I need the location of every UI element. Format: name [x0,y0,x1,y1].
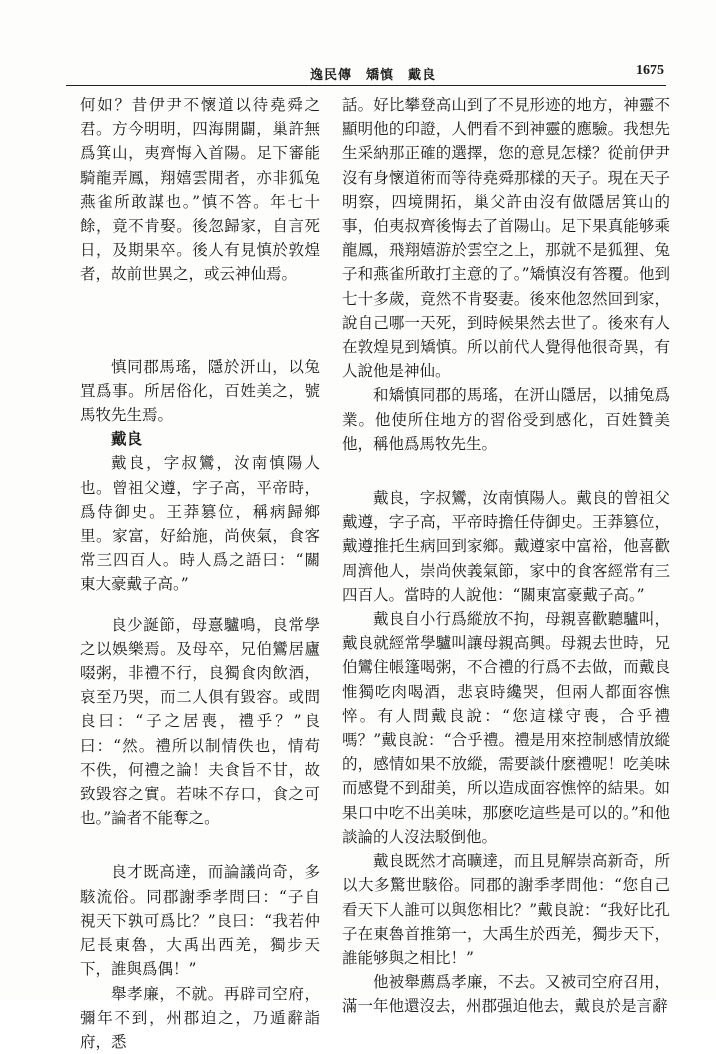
right-paragraph-dailiang: 戴良，字叔鸞，汝南慎陽人。戴良的曾祖父戴遵，字子高，平帝時擔任侍御史。王莽篡位，戴遵推托生病回到家鄉。戴遵家中富裕，他喜歡周濟他人，崇尚俠義氣節，家中的食客經常有三四百人。當時的人說他：“關東富豪戴子高。” [342,486,670,607]
right-paragraph-mayao: 和矯慎同郡的馬瑤，在汧山隱居，以捕兔爲業。他使所住地方的習俗受到感化，百姓贊美他，稱他爲馬牧先生。 [342,383,670,456]
right-paragraph-continuation: 話。好比攀登高山到了不見形迹的地方，神靈不顯明他的印證，人們看不到神靈的應驗。我想先生采納那正確的選擇，您的意見怎樣？從前伊尹沒有身懷道術而等待堯舜那樣的天子。現在天子明察，四境開拓，巢父許由沒有做隱居箕山的事，伯夷叔齊後悔去了首陽山。足下果真能够乘龍鳳，飛翔嬉游於雲空之上，那就不是狐狸、兔子和燕雀所敢打主意的了。”矯慎沒有答覆。他到七十多歲，竟然不肯娶妻。後來他忽然回到家，說自己哪一天死，到時候果然去世了。後來有人在敦煌見到矯慎。所以前代人覺得他很奇異，有人說他是神仙。 [342,93,670,383]
right-paragraph-xiaolian: 他被舉薦爲孝廉，不去。又被司空府召用，滿一年他還沒去，州郡强迫他去，戴良於是言辭 [342,970,670,1018]
right-paragraph-mother: 戴良自小行爲縱放不拘，母親喜歡聽驢叫，戴良就經常學驢叫讓母親高興。母親去世時，兄伯鸞住帳篷喝粥，不合禮的行爲不去做，而戴良惟獨吃肉喝酒，悲哀時纔哭，但兩人都面容憔悴。有人問戴良說：“您這樣守喪，合乎禮嗎？”戴良說：“合乎禮。禮是用來控制感情放縱的，感情如果不放縱，需要談什麽禮呢！吃美味而感覺不到甜美，所以造成面容憔悴的結果。如果口中吃不出美味，那麽吃這些是可以的。”和他談論的人沒法駁倒他。 [342,607,670,849]
left-paragraph-continuation: 何如？昔伊尹不懷道以待堯舜之君。方今明明，四海開闢，巢許無爲箕山，夷齊悔入首陽。足下審能騎龍弄鳳，翔嬉雲閒者，亦非狐兔燕雀所敢謀也。”慎不答。年七十餘，竟不肯娶。後忽歸家，自言死日，及期果卒。後人有見慎於敦煌者，故前世異之，或云神仙焉。 [80,93,320,287]
header-rule [66,85,666,86]
section-heading-dailiang: 戴良 [80,427,320,451]
right-column-translation [342,93,670,1019]
right-paragraph-talent: 戴良既然才高曠達，而且見解崇高新奇，所以大多驚世駭俗。同郡的謝季孝問他：“您自己看天下人誰可以與您相比？”戴良說：“我好比孔子在東魯首推第一，大禹生於西羌，獨步天下，誰能够與之相比！” [342,849,670,970]
left-paragraph-mother: 良少誕節，母憙驢鳴，良常學之以娛樂焉。及母卒，兄伯鸞居廬啜粥，非禮不行，良獨食肉飲酒，哀至乃哭，而二人俱有毀容。或問良曰：“子之居喪，禮乎？”良曰：“然。禮所以制情佚也，情苟不佚，何禮之論！夫食旨不甘，故致毀容之實。若味不存口，食之可也。”論者不能奪之。 [80,613,320,831]
page-number: 1675 [636,63,664,79]
left-paragraph-talent: 良才既高達，而論議尚奇，多駭流俗。同郡謝季孝問曰：“子自視天下孰可爲比？”良曰：“我若仲尼長東魯，大禹出西羌，獨步天下，誰與爲偶！” [80,860,320,981]
running-title: 逸民傳 矯慎 戴良 [310,64,436,83]
left-paragraph-xiaolian: 舉孝廉，不就。再辟司空府，彌年不到，州郡迫之，乃遁辭詣府，悉 [80,982,320,1054]
left-paragraph-dailiang: 戴良，字叔鸞，汝南慎陽人也。曾祖父遵，字子高，平帝時，爲侍御史。王莽篡位，稱病歸鄉里。家富，好給施，尚俠氣，食客常三四百人。時人爲之語曰：“關東大豪戴子高。” [80,451,320,596]
left-paragraph-mayao: 慎同郡馬瑤，隱於汧山，以兔罝爲事。所居俗化，百姓美之，號馬牧先生焉。 [80,355,320,428]
left-column-classical-text [80,93,320,1054]
